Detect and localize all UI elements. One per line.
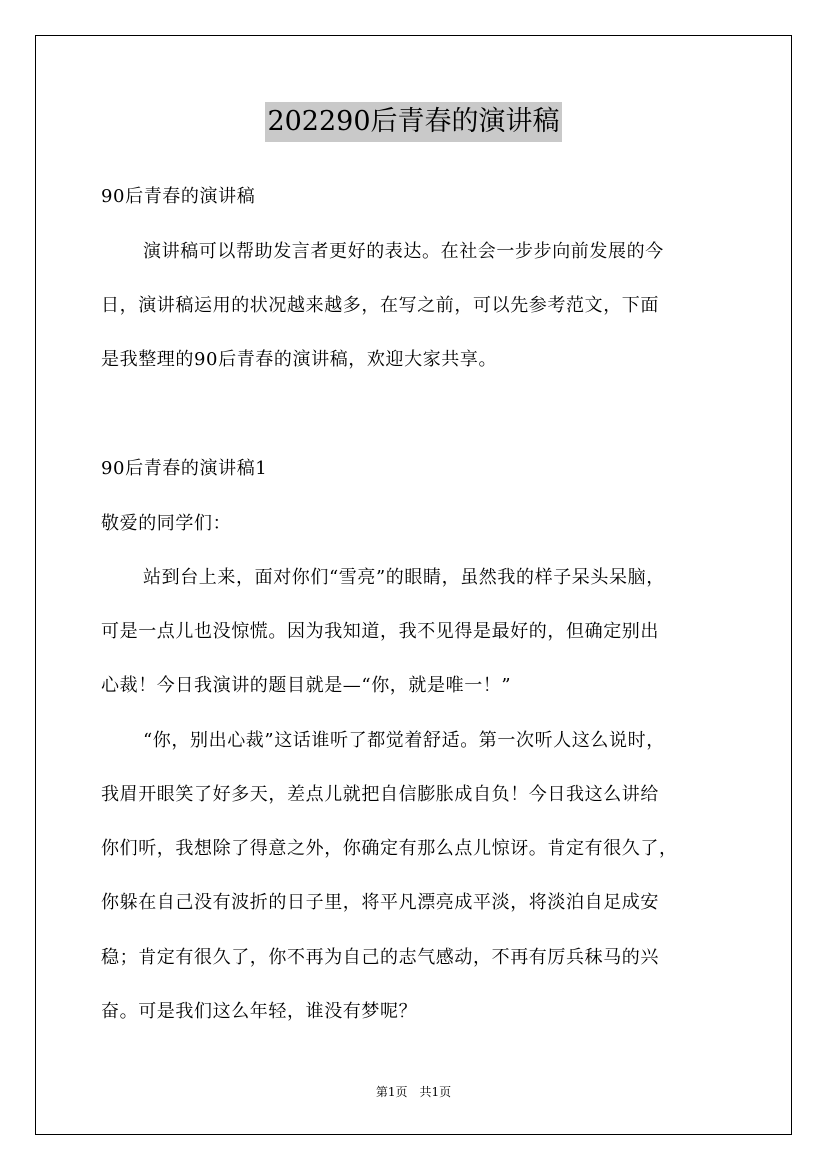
page-total: 共1页 (419, 1085, 452, 1099)
body-line: 稳；肯定有很久了，你不再为自己的志气感动，不再有厉兵秣马的兴 (101, 947, 659, 968)
body-line: 心裁！今日我演讲的题目就是—“你，就是唯一！” (101, 675, 512, 696)
document-title: 202290后青春的演讲稿 (265, 102, 561, 142)
intro-line: 演讲稿可以帮助发言者更好的表达。在社会一步步向前发展的今 (143, 241, 664, 262)
body-line: 可是一点儿也没惊慌。因为我知道，我不见得是最好的，但确定别出 (101, 621, 659, 642)
body-line: 你躲在自己没有波折的日子里，将平凡漂亮成平淡，将淡泊自足成安 (101, 892, 659, 913)
subtitle: 90后青春的演讲稿 (101, 186, 256, 207)
body-line: 站到台上来，面对你们“雪亮”的眼睛，虽然我的样子呆头呆脑， (143, 567, 665, 588)
page-footer (0, 1083, 827, 1100)
intro-line: 是我整理的90后青春的演讲稿，欢迎大家共享。 (101, 349, 498, 370)
section-heading: 90后青春的演讲稿1 (101, 458, 268, 479)
page-number: 第1页 (375, 1085, 408, 1099)
body-line: 你们听，我想除了得意之外，你确定有那么点儿惊讶。肯定有很久了， (101, 838, 678, 859)
salutation: 敬爱的同学们： (101, 513, 232, 534)
intro-line: 日，演讲稿运用的状况越来越多，在写之前，可以先参考范文，下面 (101, 295, 659, 316)
title-container (0, 102, 827, 142)
body-line: 奋。可是我们这么年轻，谁没有梦呢？ (101, 1001, 418, 1022)
body-line: “你，别出心裁”这话谁听了都觉着舒适。第一次听人这么说时， (143, 730, 665, 751)
body-line: 我眉开眼笑了好多天，差点儿就把自信膨胀成自负！今日我这么讲给 (101, 784, 659, 805)
